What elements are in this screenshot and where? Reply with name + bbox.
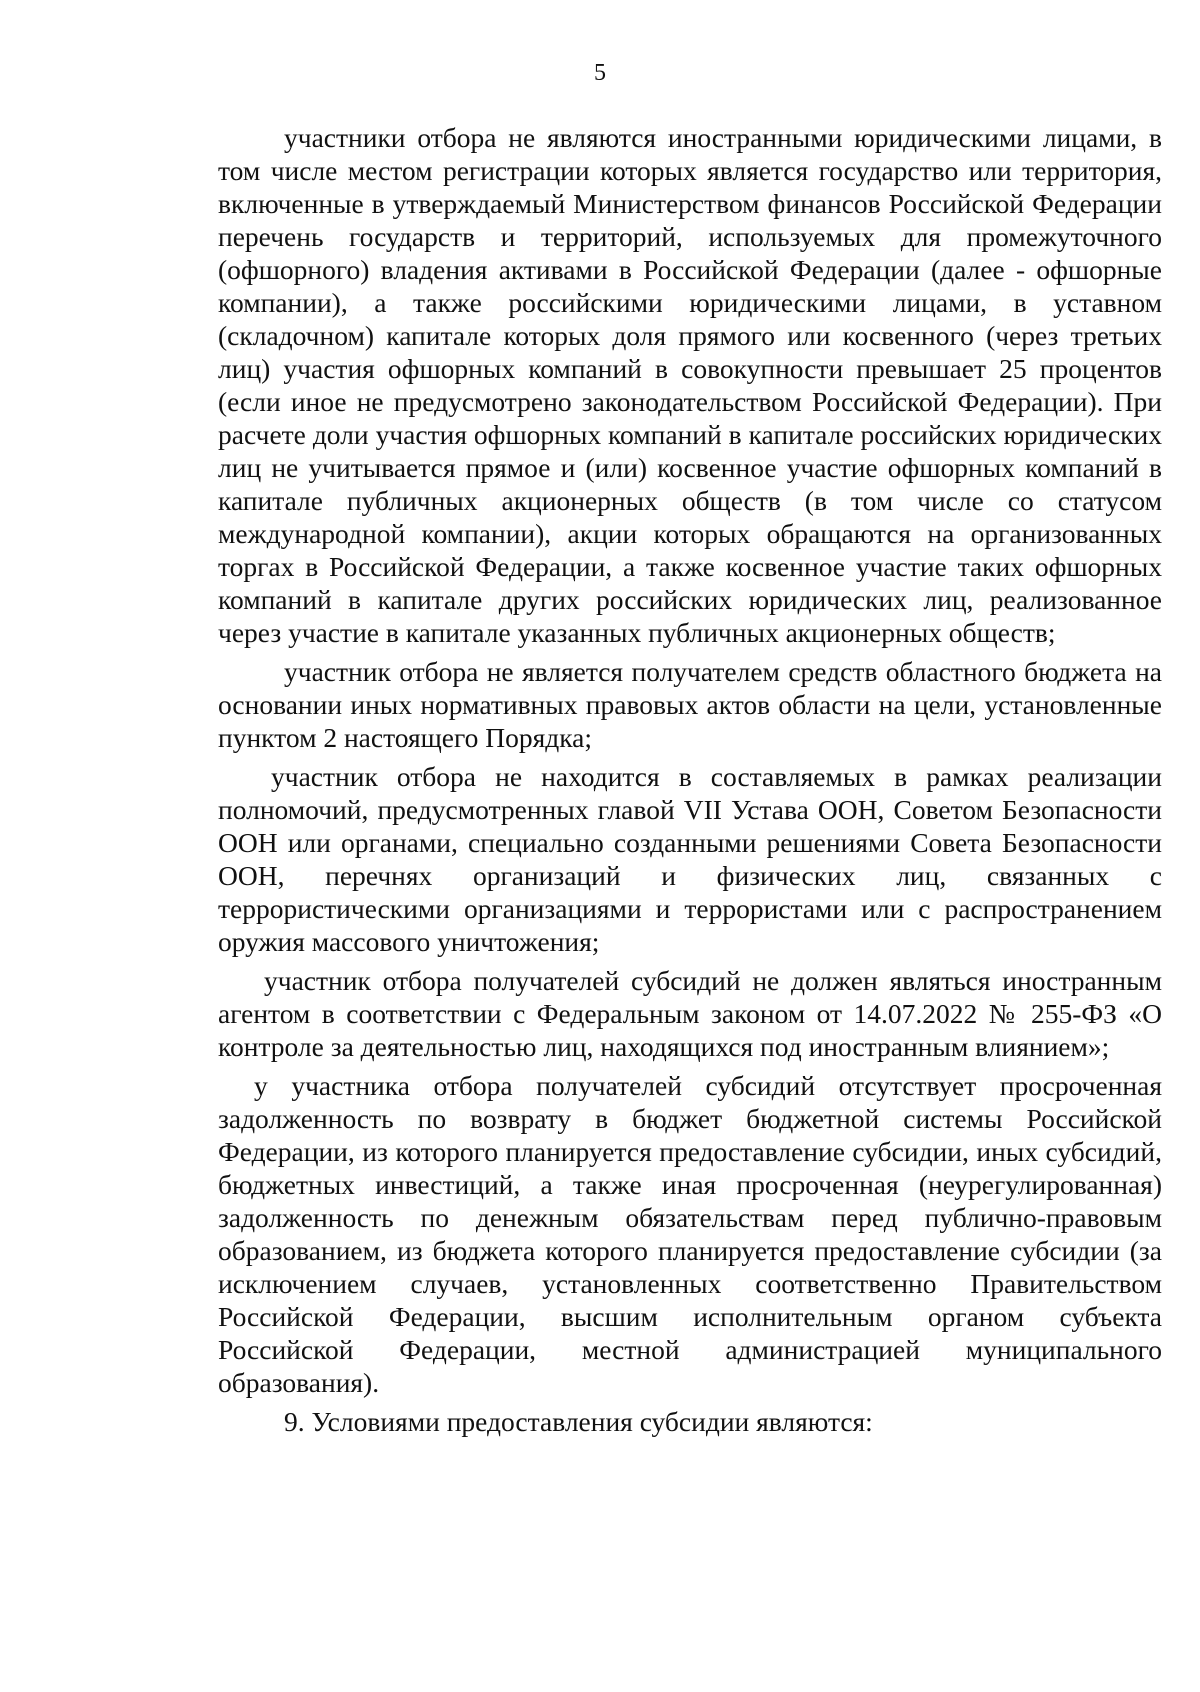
document-body — [218, 121, 1162, 1438]
paragraph-regional-budget: участник отбора не является получателем средств областного бюджета на основании иных нормативных правовых актов области на цели, установленные пунктом 2 настоящего Порядка; — [218, 656, 1162, 753]
paragraph-offshore-companies: участники отбора не являются иностранными юридическими лицами, в том числе местом регистрации которых является государство или территория, включенные в утверждаемый Министерством финансов Российской Федерации перечень государств и территорий, используемых для промежуточного (офшорного) владения активами в Российской Федерации (далее - офшорные компании), а также российскими юридическими лицами, в уставном (складочном) капитале которых доля прямого или косвенного (через третьих лиц) участия офшорных компаний в совокупности превышает 25 процентов (если иное не предусмотрено законодательством Российской Федерации). При расчете доли участия офшорных компаний в капитале российских юридических лиц не учитывается прямое и (или) косвенное участие офшорных компаний в капитале публичных акционерных обществ (в том числе со статусом международной компании), акции которых обращаются на организованных торгах в Российской Федерации, а также косвенное участие таких офшорных компаний в капитале других российских юридических лиц, реализованное через участие в капитале указанных публичных акционерных обществ; — [218, 122, 1162, 648]
paragraph-overdue-debt: у участника отбора получателей субсидий отсутствует просроченная задолженность по возврату в бюджет бюджетной системы Российской Федерации, из которого планируется предоставление субсидии, иных субсидий, бюджетных инвестиций, а также иная просроченная (неурегулированная) задолженность по денежным обязательствам перед публично-правовым образованием, из бюджета которого планируется предоставление субсидии (за исключением случаев, установленных соответственно Правительством Российской Федерации, высшим исполнительным органом субъекта Российской Федерации, местной администрацией муниципального образования). — [218, 1070, 1162, 1398]
paragraph-foreign-agent: участник отбора получателей субсидий не должен являться иностранным агентом в соответствии с Федеральным законом от 14.07.2022 № 255-ФЗ «О контроле за деятельностью лиц, находящихся под иностранным влиянием»; — [218, 965, 1162, 1062]
paragraph-un-sanctions: участник отбора не находится в составляемых в рамках реализации полномочий, предусмотренных главой VII Устава ООН, Советом Безопасности ООН или органами, специально созданными решениями Совета Безопасности ООН, перечнях организаций и физических лиц, связанных с террористическими организациями и террористами или с распространением оружия массового уничтожения; — [218, 761, 1162, 957]
page-number: 5 — [594, 60, 606, 86]
paragraph-section-9-heading: 9. Условиями предоставления субсидии являются: — [284, 1406, 873, 1437]
